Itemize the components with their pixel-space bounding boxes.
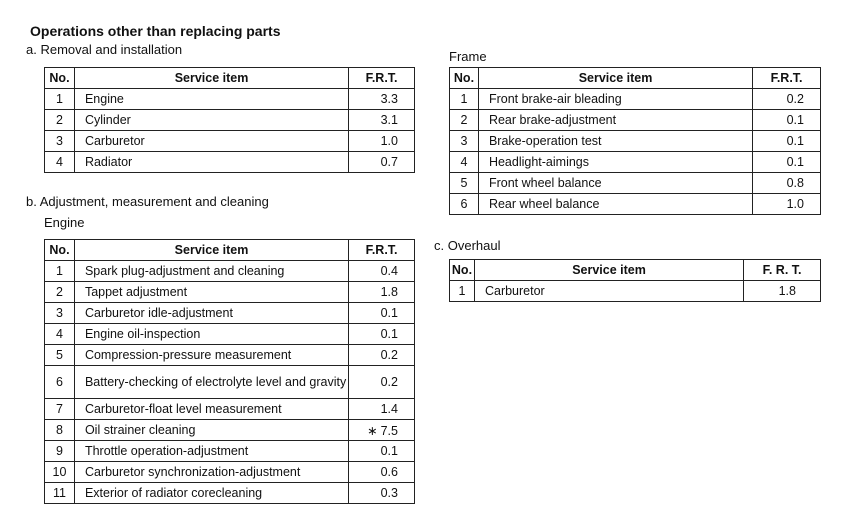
row-no: 2 bbox=[45, 282, 75, 303]
row-frt: 0.1 bbox=[349, 441, 415, 462]
table-row bbox=[45, 345, 415, 366]
row-no: 5 bbox=[45, 345, 75, 366]
col-item-header: Service item bbox=[478, 68, 752, 89]
table-row bbox=[45, 462, 415, 483]
row-no: 1 bbox=[45, 89, 75, 110]
row-frt: 0.2 bbox=[349, 366, 415, 399]
row-no: 1 bbox=[45, 261, 75, 282]
col-frt-header: F.R.T. bbox=[349, 68, 415, 89]
row-frt: 0.2 bbox=[349, 345, 415, 366]
row-no: 9 bbox=[45, 441, 75, 462]
table-row bbox=[450, 89, 821, 110]
row-item: Oil strainer cleaning bbox=[74, 420, 348, 441]
section-b-label: b. Adjustment, measurement and cleaning bbox=[26, 194, 269, 209]
row-no: 10 bbox=[45, 462, 75, 483]
row-frt: 0.1 bbox=[349, 303, 415, 324]
row-item: Tappet adjustment bbox=[74, 282, 348, 303]
row-no: 4 bbox=[45, 152, 75, 173]
row-item: Carburetor idle-adjustment bbox=[74, 303, 348, 324]
row-frt: 3.3 bbox=[349, 89, 415, 110]
row-frt: 0.3 bbox=[349, 483, 415, 504]
table-row bbox=[450, 131, 821, 152]
row-no: 6 bbox=[450, 194, 479, 215]
frame-table bbox=[449, 67, 821, 215]
engine-adjustment-table bbox=[44, 239, 415, 504]
row-no: 4 bbox=[450, 152, 479, 173]
row-frt: 0.1 bbox=[753, 110, 821, 131]
row-no: 3 bbox=[45, 131, 75, 152]
row-item: Front brake-air bleading bbox=[478, 89, 752, 110]
table-header-row bbox=[450, 68, 821, 89]
frame-label: Frame bbox=[449, 49, 487, 64]
row-frt: 0.1 bbox=[753, 152, 821, 173]
row-item: Carburetor-float level measurement bbox=[74, 399, 348, 420]
overhaul-table bbox=[449, 259, 821, 302]
col-frt-header: F.R.T. bbox=[753, 68, 821, 89]
row-item: Engine oil-inspection bbox=[74, 324, 348, 345]
row-item: Cylinder bbox=[74, 110, 348, 131]
row-no: 3 bbox=[450, 131, 479, 152]
table-row bbox=[45, 441, 415, 462]
removal-installation-table bbox=[44, 67, 415, 173]
row-item: Carburetor bbox=[474, 281, 743, 302]
table-row bbox=[450, 110, 821, 131]
row-frt: 1.8 bbox=[744, 281, 821, 302]
table-row bbox=[450, 194, 821, 215]
table-row bbox=[450, 173, 821, 194]
row-no: 3 bbox=[45, 303, 75, 324]
row-item: Throttle operation-adjustment bbox=[74, 441, 348, 462]
col-no-header: No. bbox=[45, 68, 75, 89]
table-row bbox=[45, 366, 415, 399]
table-row bbox=[45, 152, 415, 173]
row-frt: 1.0 bbox=[349, 131, 415, 152]
row-item: Front wheel balance bbox=[478, 173, 752, 194]
table-row bbox=[45, 261, 415, 282]
table-row bbox=[45, 420, 415, 441]
row-no: 7 bbox=[45, 399, 75, 420]
col-frt-header: F. R. T. bbox=[744, 260, 821, 281]
row-frt: 1.0 bbox=[753, 194, 821, 215]
row-no: 11 bbox=[45, 483, 75, 504]
table-row bbox=[45, 110, 415, 131]
row-frt: 0.7 bbox=[349, 152, 415, 173]
col-frt-header: F.R.T. bbox=[349, 240, 415, 261]
table-row bbox=[450, 281, 821, 302]
row-no: 2 bbox=[45, 110, 75, 131]
row-frt-value: 7.5 bbox=[380, 423, 398, 438]
row-item: Radiator bbox=[74, 152, 348, 173]
table-row bbox=[45, 282, 415, 303]
table-row bbox=[45, 303, 415, 324]
section-a-label: a. Removal and installation bbox=[26, 42, 183, 57]
table-row bbox=[450, 152, 821, 173]
table-row bbox=[45, 89, 415, 110]
row-no: 1 bbox=[450, 281, 475, 302]
col-item-header: Service item bbox=[74, 240, 348, 261]
table-header-row bbox=[45, 68, 415, 89]
table-row bbox=[45, 324, 415, 345]
row-frt: 0.6 bbox=[349, 462, 415, 483]
engine-label: Engine bbox=[44, 215, 85, 230]
table-row bbox=[45, 131, 415, 152]
row-frt: 3.1 bbox=[349, 110, 415, 131]
row-no: 1 bbox=[450, 89, 479, 110]
col-no-header: No. bbox=[450, 68, 479, 89]
row-item: Carburetor bbox=[74, 131, 348, 152]
table-header-row bbox=[450, 260, 821, 281]
table-header-row bbox=[45, 240, 415, 261]
page-heading: Operations other than replacing parts bbox=[30, 23, 281, 39]
row-frt: 1.4 bbox=[349, 399, 415, 420]
col-no-header: No. bbox=[450, 260, 475, 281]
row-no: 6 bbox=[45, 366, 75, 399]
row-item: Exterior of radiator corecleaning bbox=[74, 483, 348, 504]
col-item-header: Service item bbox=[474, 260, 743, 281]
row-no: 5 bbox=[450, 173, 479, 194]
row-frt bbox=[349, 420, 415, 441]
table-row bbox=[45, 399, 415, 420]
row-item: Engine bbox=[74, 89, 348, 110]
row-frt: 0.1 bbox=[349, 324, 415, 345]
row-no: 4 bbox=[45, 324, 75, 345]
asterisk-icon: ∗ bbox=[367, 423, 378, 438]
row-frt: 0.4 bbox=[349, 261, 415, 282]
row-frt: 0.2 bbox=[753, 89, 821, 110]
row-item: Rear wheel balance bbox=[478, 194, 752, 215]
row-no: 8 bbox=[45, 420, 75, 441]
table-row bbox=[45, 483, 415, 504]
row-frt: 0.1 bbox=[753, 131, 821, 152]
row-no: 2 bbox=[450, 110, 479, 131]
row-item: Headlight-aimings bbox=[478, 152, 752, 173]
row-item: Compression-pressure measurement bbox=[74, 345, 348, 366]
section-c-label: c. Overhaul bbox=[434, 238, 501, 253]
row-item: Rear brake-adjustment bbox=[478, 110, 752, 131]
row-item: Battery-checking of electrolyte level and gravity bbox=[74, 366, 348, 399]
row-frt: 1.8 bbox=[349, 282, 415, 303]
row-frt: 0.8 bbox=[753, 173, 821, 194]
col-item-header: Service item bbox=[74, 68, 348, 89]
col-no-header: No. bbox=[45, 240, 75, 261]
row-item: Brake-operation test bbox=[478, 131, 752, 152]
row-item: Spark plug-adjustment and cleaning bbox=[74, 261, 348, 282]
row-item: Carburetor synchronization-adjustment bbox=[74, 462, 348, 483]
